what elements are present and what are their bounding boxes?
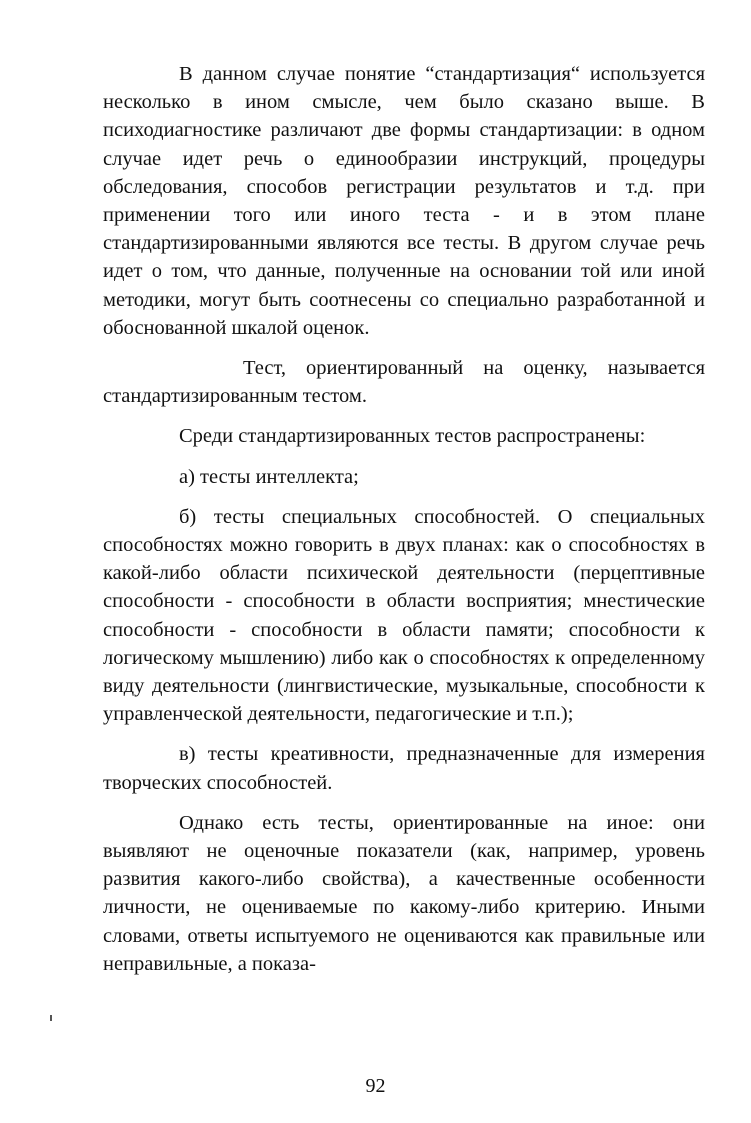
margin-mark xyxy=(50,1015,52,1021)
paragraph-standardization-meaning: В данном случае понятие “стандартизация“ используется несколько в ином смысле, чем было сказано выше. В психодиагностике различают две формы стандартизации: в одном случае идет речь о единообразии инструкций, процедуры обследования, способов регистрации результатов и т.д. при применении того или иного теста - и в этом плане стандартизированными являются все тесты. В другом случае речь идет о том, что данные, полученные на основании той или иной методики, могут быть соотнесены со специально разработанной и обоснованной шкалой оценок. xyxy=(103,63,705,339)
page-number: 92 xyxy=(365,1075,386,1097)
list-item-special-abilities-tests: б) тесты специальных способностей. О специальных способностях можно говорить в двух планах: как о способностях в какой-либо области психической деятельности (перцептивные способности - способности в области восприятия; мнестические способности - способности в области памяти; способности к логическому мышлению) либо как о способностях к определенному виду деятельности (лингвистические, музыкальные, способности к управленческой деятельности, педагогические и т.п.); xyxy=(103,505,705,726)
list-item-intelligence-tests: а) тесты интеллекта; xyxy=(179,465,359,488)
paragraph-standardized-test-definition: Тест, ориентированный на оценку, называется стандартизированным тестом. xyxy=(103,357,705,408)
paragraph-test-types-intro: Среди стандартизированных тестов распространены: xyxy=(179,425,646,448)
paragraph-qualitative-tests: Однако есть тесты, ориентированные на иное: они выявляют не оценочные показатели (как, например, уровень развития какого-либо свойства), а качественные особенности личности, не оцениваемые по какому-либо критерию. Иными словами, ответы испытуемого не оцениваются как правильные или неправильные, а показа- xyxy=(103,811,705,975)
list-item-creativity-tests: в) тесты креативности, предназначенные для измерения творческих способностей. xyxy=(103,743,705,794)
body-text xyxy=(103,60,705,990)
